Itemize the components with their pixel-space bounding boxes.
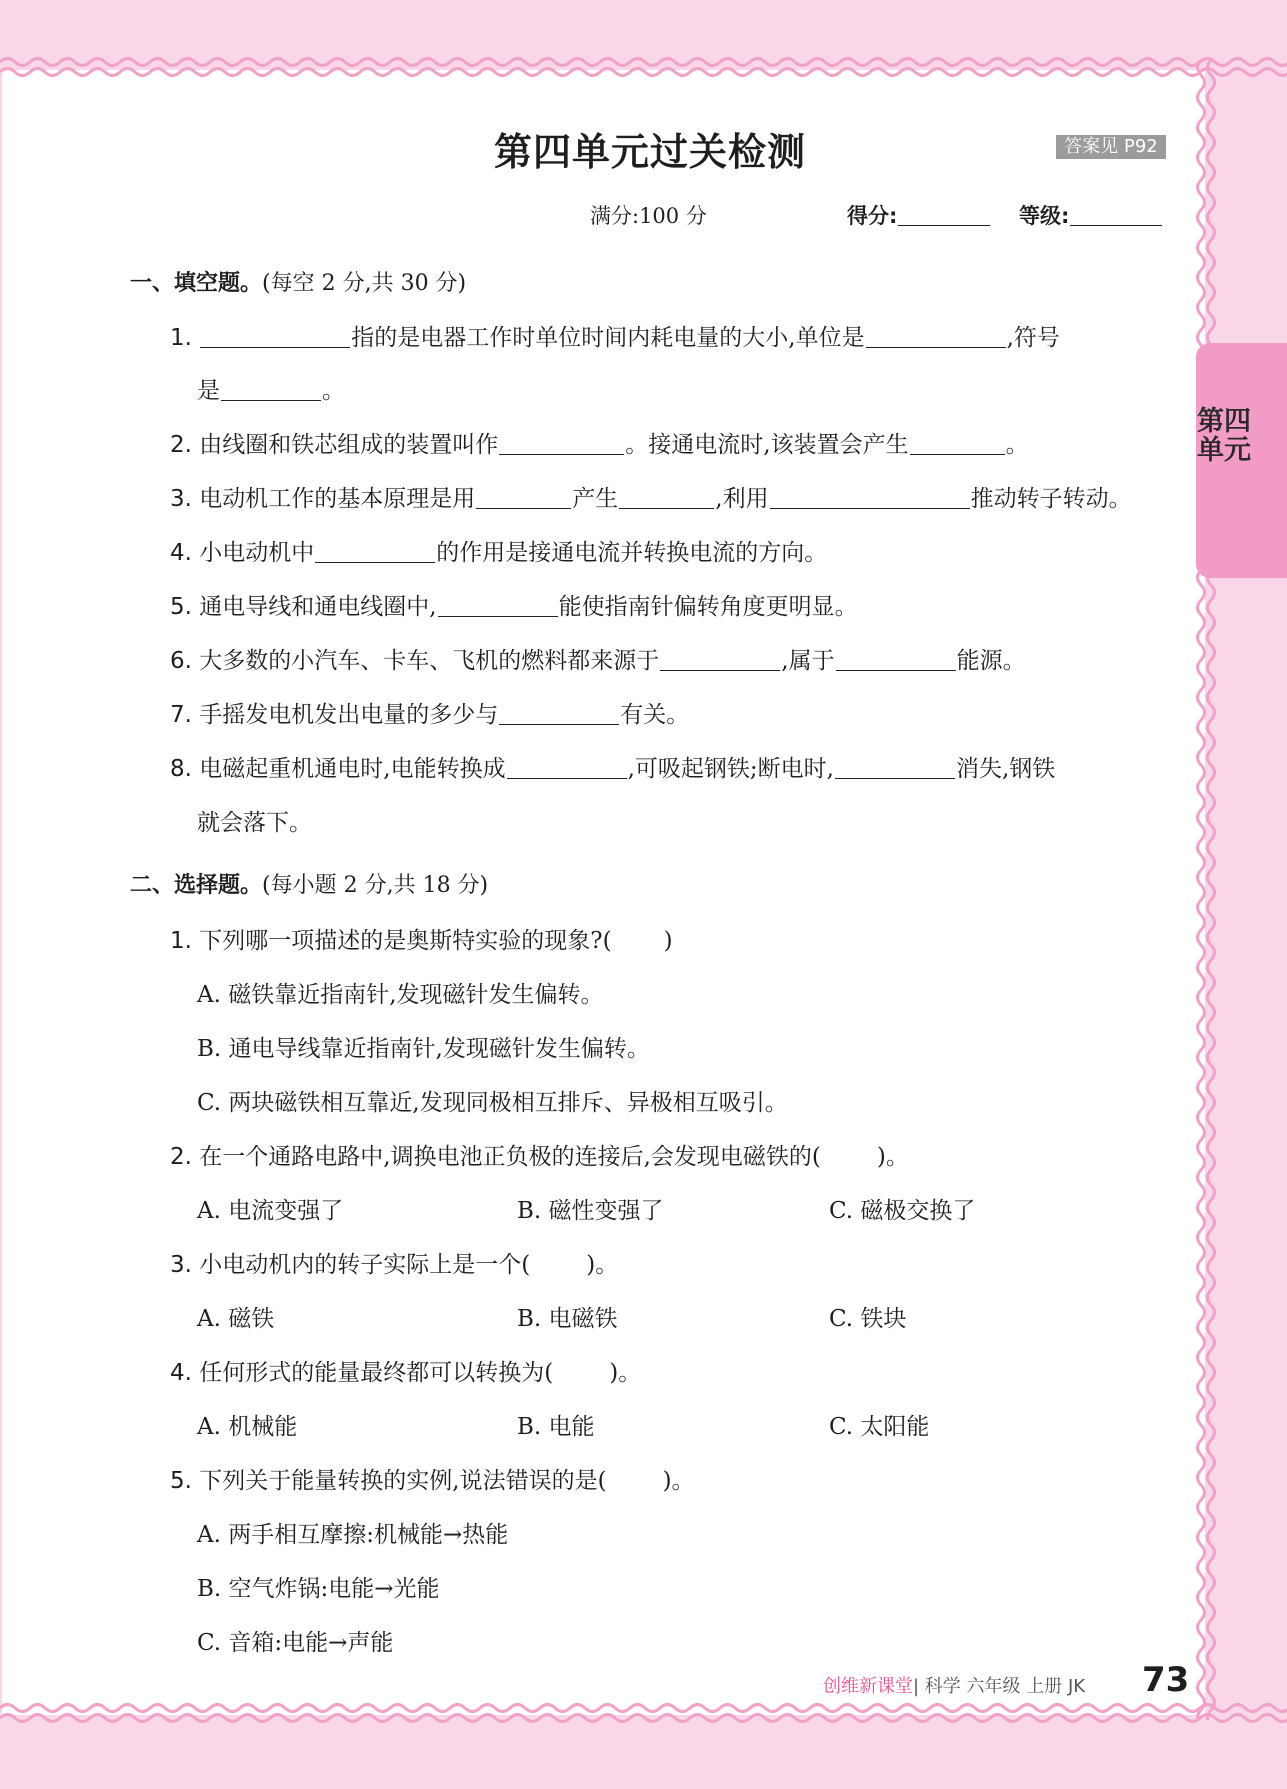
fill-question-1-cont: [197, 372, 345, 405]
answer-blank[interactable]: [476, 485, 571, 509]
question-number: 1.: [170, 325, 192, 351]
question-text: 任何形式的能量最终都可以转换为(: [199, 1360, 554, 1386]
question-text: 由线圈和铁芯组成的装置叫作: [199, 432, 499, 458]
question-text: 消失,钢铁: [955, 756, 1056, 782]
question-text: 。接通电流时,该装置会产生: [625, 432, 909, 458]
question-text: 能使指南针偏转角度更明显。: [558, 594, 858, 620]
grade-label: 等级:: [1019, 204, 1070, 228]
answer-blank[interactable]: [866, 324, 1006, 348]
choice-question-4: [170, 1354, 641, 1387]
choice-question-3: [170, 1246, 618, 1279]
question-text: ,可吸起钢铁;断电时,: [627, 756, 834, 782]
choice-option-b[interactable]: B. 空气炸锅:电能→光能: [197, 1576, 440, 1602]
footer-info: | 科学 六年级 上册 JK: [913, 1676, 1086, 1697]
choice-option-a[interactable]: A. 磁铁靠近指南针,发现磁针发生偏转。: [197, 982, 604, 1008]
answer-blank[interactable]: [619, 485, 714, 509]
question-number: 2.: [170, 1144, 192, 1170]
section2-note: (每小题 2 分,共 18 分): [262, 873, 489, 898]
question-text: 有关。: [620, 702, 690, 728]
choice-question-1: [170, 922, 673, 955]
answer-blank[interactable]: [438, 593, 558, 617]
footer-series: [823, 1672, 1085, 1698]
section-fill-in-heading: [130, 266, 466, 297]
question-text: 小电动机中: [199, 540, 315, 566]
bottom-wave-border: [0, 1694, 1287, 1734]
question-text: ,属于: [781, 648, 835, 674]
choice-option-a[interactable]: A. 两手相互摩擦:机械能→热能: [197, 1522, 509, 1548]
question-text: 电动机工作的基本原理是用: [199, 486, 476, 512]
answer-blank[interactable]: [200, 324, 350, 348]
question-text: 通电导线和通电线圈中,: [199, 594, 437, 620]
section1-note: (每空 2 分,共 30 分): [262, 271, 467, 296]
question-text: 是: [197, 378, 220, 404]
question-text: 能源。: [956, 648, 1026, 674]
fill-question-5: [170, 588, 858, 621]
question-number: 5.: [170, 1468, 192, 1494]
score-field[interactable]: [847, 200, 991, 230]
choice-option-c[interactable]: C. 两块磁铁相互靠近,发现同极相互排斥、异极相互吸引。: [197, 1090, 788, 1116]
answer-blank[interactable]: [507, 755, 627, 779]
answer-blank[interactable]: [499, 431, 624, 455]
choice-option-b[interactable]: B. 磁性变强了: [517, 1198, 664, 1224]
section-choice-heading: [130, 868, 488, 899]
question-text: 下列关于能量转换的实例,说法错误的是(: [199, 1468, 607, 1494]
page-title: 第四单元过关检测: [493, 130, 806, 174]
choice-option-a[interactable]: A. 磁铁: [197, 1306, 275, 1332]
choice-question-2: [170, 1138, 909, 1171]
question-number: 2.: [170, 432, 192, 458]
footer-brand: 创维新课堂: [823, 1676, 913, 1697]
question-number: 7.: [170, 702, 192, 728]
question-text: ): [663, 928, 673, 954]
question-text: 指的是电器工作时单位时间内耗电量的大小,单位是: [351, 325, 865, 351]
answer-blank[interactable]: [221, 377, 321, 401]
choice-option-c[interactable]: C. 音箱:电能→声能: [197, 1630, 394, 1656]
choice-option-c[interactable]: C. 铁块: [829, 1306, 907, 1332]
choice-option-c[interactable]: C. 磁极交换了: [829, 1198, 976, 1224]
score-label: 得分:: [847, 204, 898, 228]
section1-title: 一、填空题。: [130, 271, 263, 296]
choice-option-a[interactable]: A. 电流变强了: [197, 1198, 344, 1224]
question-text: 。: [1005, 432, 1029, 458]
question-text: 产生: [572, 486, 619, 512]
fill-question-2: [170, 426, 1029, 459]
question-text: 小电动机内的转子实际上是一个(: [199, 1252, 531, 1278]
answer-blank[interactable]: [836, 647, 956, 671]
choice-question-5: [170, 1462, 695, 1495]
fill-question-7: [170, 696, 689, 729]
question-text: 手摇发电机发出电量的多少与: [199, 702, 499, 728]
score-blank[interactable]: [898, 204, 990, 226]
choice-option-b[interactable]: B. 通电导线靠近指南针,发现磁针发生偏转。: [197, 1036, 650, 1062]
choice-option-a[interactable]: A. 机械能: [197, 1414, 298, 1440]
fill-question-4: [170, 534, 827, 567]
full-score-text: 满分:100 分: [590, 204, 707, 228]
question-text: ,利用: [715, 486, 769, 512]
question-text: 。: [322, 378, 345, 404]
question-text: 在一个通路电路中,调换电池正负极的连接后,会发现电磁铁的(: [199, 1144, 821, 1170]
choice-option-b[interactable]: B. 电能: [517, 1414, 595, 1440]
fill-question-8-cont: [197, 804, 312, 837]
answer-blank[interactable]: [660, 647, 780, 671]
question-number: 3.: [170, 1252, 192, 1278]
grade-field[interactable]: [1019, 200, 1163, 230]
question-text: ,符号: [1006, 325, 1060, 351]
fill-question-8: [170, 750, 1055, 783]
question-text: )。: [586, 1252, 619, 1278]
question-number: 1.: [170, 928, 192, 954]
question-text: )。: [662, 1468, 695, 1494]
question-number: 5.: [170, 594, 192, 620]
answer-blank[interactable]: [315, 539, 435, 563]
unit-side-tab-label: 第四单元: [1197, 406, 1251, 466]
right-wave-border: [1187, 60, 1227, 1720]
answer-reference-badge: 答案见 P92: [1056, 135, 1166, 159]
question-number: 4.: [170, 1360, 192, 1386]
question-text: 推动转子转动。: [970, 486, 1132, 512]
question-text: )。: [609, 1360, 642, 1386]
answer-blank[interactable]: [910, 431, 1005, 455]
question-number: 4.: [170, 540, 192, 566]
question-text: 大多数的小汽车、卡车、飞机的燃料都来源于: [199, 648, 660, 674]
question-text: 电磁起重机通电时,电能转换成: [199, 756, 506, 782]
answer-blank[interactable]: [770, 485, 970, 509]
choice-option-b[interactable]: B. 电磁铁: [517, 1306, 618, 1332]
top-wave-border: [0, 48, 1287, 88]
fill-question-6: [170, 642, 1026, 675]
answer-blank[interactable]: [499, 701, 619, 725]
choice-option-c[interactable]: C. 太阳能: [829, 1414, 930, 1440]
question-text: 就会落下。: [197, 810, 312, 836]
question-text: 下列哪一项描述的是奥斯特实验的现象?(: [199, 928, 612, 954]
question-number: 3.: [170, 486, 192, 512]
unit-side-tab: [1196, 343, 1287, 578]
fill-question-1: [170, 319, 1060, 352]
answer-blank[interactable]: [835, 755, 955, 779]
grade-blank[interactable]: [1070, 204, 1162, 226]
question-text: 的作用是接通电流并转换电流的方向。: [436, 540, 828, 566]
section2-title: 二、选择题。: [130, 873, 263, 898]
question-text: )。: [876, 1144, 909, 1170]
question-number: 8.: [170, 756, 192, 782]
fill-question-3: [170, 480, 1132, 513]
question-number: 6.: [170, 648, 192, 674]
page-number: 73: [1142, 1660, 1190, 1700]
